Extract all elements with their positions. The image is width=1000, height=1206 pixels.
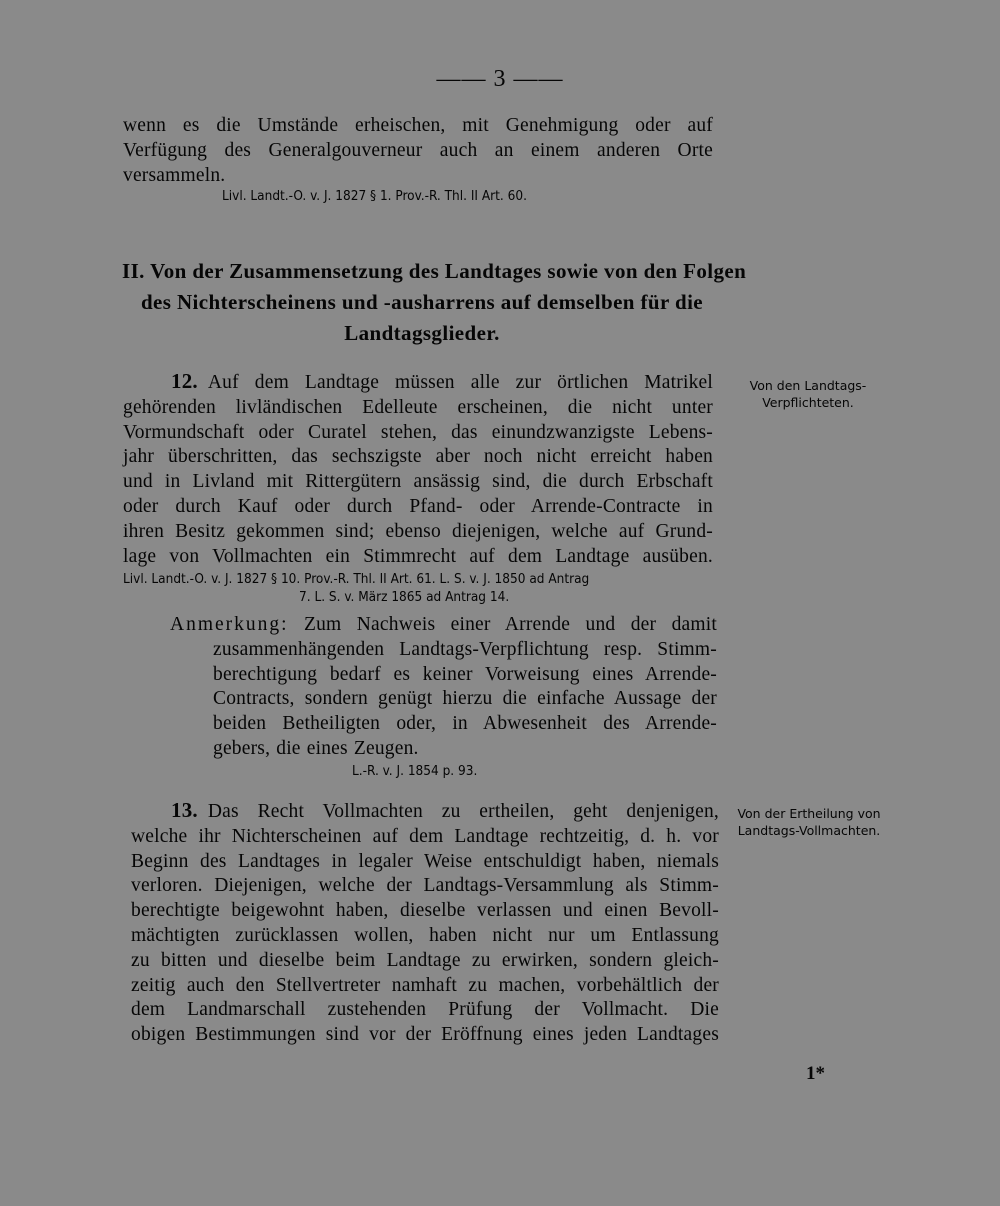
text-line: dem Landmarschall zustehenden Prüfung der Vollmacht. Die [131, 999, 719, 1021]
text-line: beiden Betheiligten oder, in Abwesenheit des Arrende- [213, 713, 717, 735]
text-line: lage von Vollmachten ein Stimmrecht auf dem Landtage ausüben. [123, 545, 713, 567]
margin-note-line: Landtags-Vollmachten. [737, 823, 881, 838]
page-number: —— 3 —— [436, 66, 564, 92]
text-line: zusammenhängenden Landtags-Verpflichtung resp. Stimm- [213, 638, 717, 660]
text-line: gehörenden livländischen Edelleute erscheinen, die nicht unter [123, 396, 713, 418]
text-line: obigen Bestimmungen sind vor der Eröffnung eines jeden Landtages [131, 1024, 719, 1046]
text-line: Vormundschaft oder Curatel stehen, das einundzwanzigste Lebens- [123, 421, 713, 443]
text-line: berechtigung bedarf es keiner Vorweisung eines Arrende- [213, 663, 717, 685]
text-line: gebers, die eines Zeugen. [213, 737, 419, 759]
heading-line: Landtagsglieder. [344, 321, 500, 345]
citation-line: Livl. Landt.-O. v. J. 1827 § 10. Prov.-R. Thl. II Art. 61. L. S. v. J. 1850 ad Antrag [123, 571, 590, 587]
text-line: berechtigte beigewohnt haben, dieselbe verlassen und einen Bevoll- [131, 900, 719, 922]
text-line: und in Livland mit Rittergütern ansässig sind, die durch Erbschaft [123, 471, 713, 493]
text-line: Contracts, sondern genügt hierzu die einfache Aussage der [213, 688, 717, 710]
section-number: 12. [171, 369, 198, 393]
text-line [131, 798, 719, 825]
remark [170, 613, 717, 762]
text-line-content: Das Recht Vollmachten zu ertheilen, geht denjenigen, [207, 801, 719, 822]
text-line: Beginn des Landtages in legaler Weise entschuldigt haben, niemals [131, 850, 719, 872]
section-number: 13. [171, 798, 198, 822]
margin-note-line: Von den Landtags- [749, 378, 867, 393]
text-line: Verfügung des Generalgouverneur auch an einem anderen Orte [123, 139, 713, 161]
text-line: zeitig auch den Stellvertreter namhaft zu machen, vorbehältlich der [131, 974, 719, 996]
text-line: mächtigten zurücklassen wollen, haben nicht nur um Entlassung [131, 924, 719, 946]
paragraph-12 [123, 369, 713, 569]
text-line-content: Auf dem Landtage müssen alle zur örtlichen Matrikel [207, 372, 713, 393]
section-heading [122, 256, 747, 349]
intro-citation: Livl. Landt.-O. v. J. 1827 § 1. Prov.-R. Thl. II Art. 60. [222, 188, 527, 204]
intro-paragraph [123, 114, 713, 188]
signature-mark: 1* [806, 1063, 825, 1084]
text-line-content: Zum Nachweis einer Arrende und der damit [303, 614, 717, 635]
remark-citation: L.-R. v. J. 1854 p. 93. [352, 763, 478, 779]
margin-note-12 [738, 377, 878, 411]
text-line: wenn es die Umstände erheischen, mit Genehmigung oder auf [123, 115, 713, 136]
text-line: jahr überschritten, das sechszigste aber noch nicht erreicht haben [123, 446, 713, 468]
margin-note-line: Von der Ertheilung von [737, 806, 881, 821]
text-line [170, 613, 717, 638]
text-line: oder durch Kauf oder durch Pfand- oder Arrende-Contracte in [123, 495, 713, 517]
text-line: ihren Besitz gekommen sind; ebenso diejenigen, welche auf Grund- [123, 520, 713, 542]
text-line: versammeln. [123, 164, 226, 186]
text-line: zu bitten und dieselbe beim Landtage zu erwirken, sondern gleich- [131, 949, 719, 971]
heading-line: des Nichterscheinens und -ausharrens auf demselben für die [140, 290, 704, 314]
remark-label: Anmerkung: [170, 614, 289, 635]
paragraph-12-citation [123, 570, 713, 606]
paragraph-13 [131, 798, 719, 1048]
citation-line: 7. L. S. v. März 1865 ad Antrag 14. [299, 589, 510, 605]
margin-note-13 [724, 805, 894, 839]
text-line: verloren. Diejenigen, welche der Landtags-Versammlung als Stimm- [131, 875, 719, 897]
margin-note-line: Verpflichteten. [762, 395, 854, 410]
heading-line: II. Von der Zusammensetzung des Landtages sowie von den Folgen [122, 259, 747, 283]
text-line: welche ihr Nichterscheinen auf dem Landtage rechtzeitig, d. h. vor [131, 825, 719, 847]
text-line [123, 369, 713, 396]
